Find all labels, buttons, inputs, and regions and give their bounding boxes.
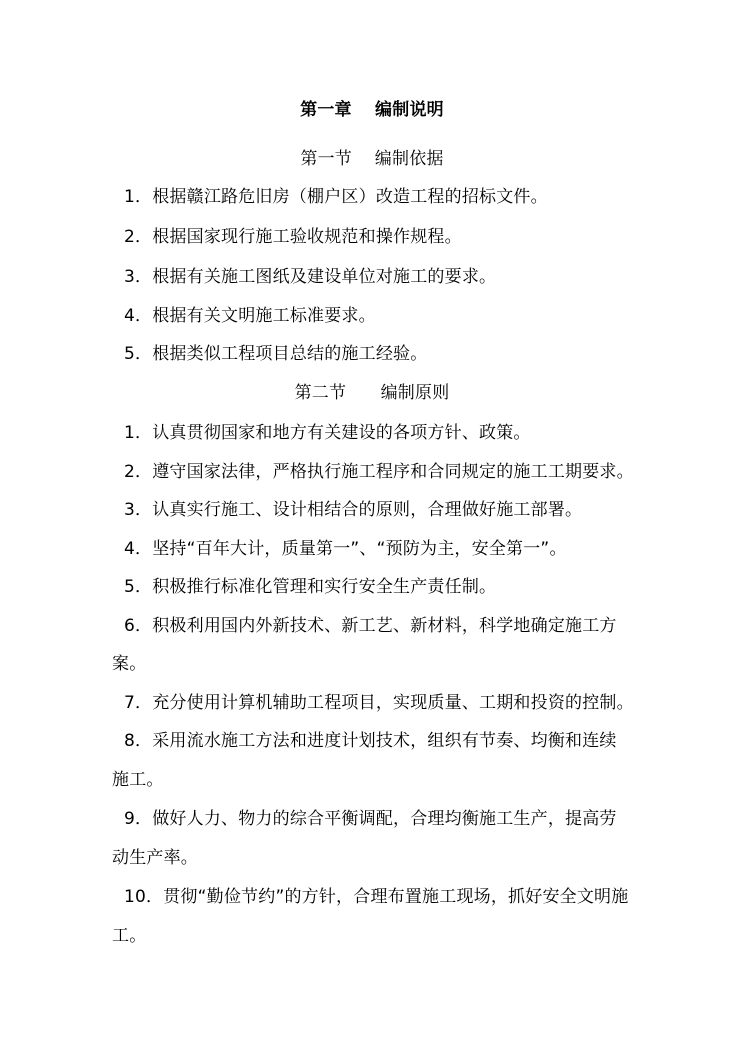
principle-item-8-continued: 施工。 bbox=[112, 770, 164, 790]
principle-item-1: 1．认真贯彻国家和地方有关建设的各项方针、政策。 bbox=[124, 423, 531, 443]
chapter-title: 第一章 编制说明 bbox=[300, 100, 444, 120]
principle-item-10: 10．贯彻“勤俭节约”的方针，合理布置施工现场，抓好安全文明施 bbox=[124, 887, 629, 907]
principle-item-9: 9．做好人力、物力的综合平衡调配，合理均衡施工生产，提高劳 bbox=[124, 809, 617, 829]
principle-item-4: 4．坚持“百年大计，质量第一”、“预防为主，安全第一”。 bbox=[124, 539, 567, 559]
principle-item-10-continued: 工。 bbox=[112, 926, 147, 946]
principle-item-6: 6．积极利用国内外新技术、新工艺、新材料，科学地确定施工方 bbox=[124, 616, 617, 636]
principle-item-9-continued: 动生产率。 bbox=[112, 848, 198, 868]
principle-item-2: 2．遵守国家法律，严格执行施工程序和合同规定的施工工期要求。 bbox=[124, 462, 634, 482]
principle-item-5: 5．积极推行标准化管理和实行安全生产责任制。 bbox=[124, 577, 497, 597]
basis-item-2: 2．根据国家现行施工验收规范和操作规程。 bbox=[124, 227, 462, 247]
basis-item-1: 1．根据赣江路危旧房（棚户区）改造工程的招标文件。 bbox=[124, 187, 548, 207]
principle-item-7: 7．充分使用计算机辅助工程项目，实现质量、工期和投资的控制。 bbox=[124, 693, 634, 713]
basis-item-5: 5．根据类似工程项目总结的施工经验。 bbox=[124, 344, 428, 364]
basis-item-3: 3．根据有关施工图纸及建设单位对施工的要求。 bbox=[124, 267, 497, 287]
principle-item-8: 8．采用流水施工方法和进度计划技术，组织有节奏、均衡和连续 bbox=[124, 731, 617, 751]
principle-item-3: 3．认真实行施工、设计相结合的原则，合理做好施工部署。 bbox=[124, 500, 583, 520]
section-title-principles: 第二节 编制原则 bbox=[294, 383, 450, 403]
principle-item-6-continued: 案。 bbox=[112, 654, 147, 674]
section-title-basis: 第一节 编制依据 bbox=[300, 149, 444, 169]
basis-item-4: 4．根据有关文明施工标准要求。 bbox=[124, 306, 376, 326]
